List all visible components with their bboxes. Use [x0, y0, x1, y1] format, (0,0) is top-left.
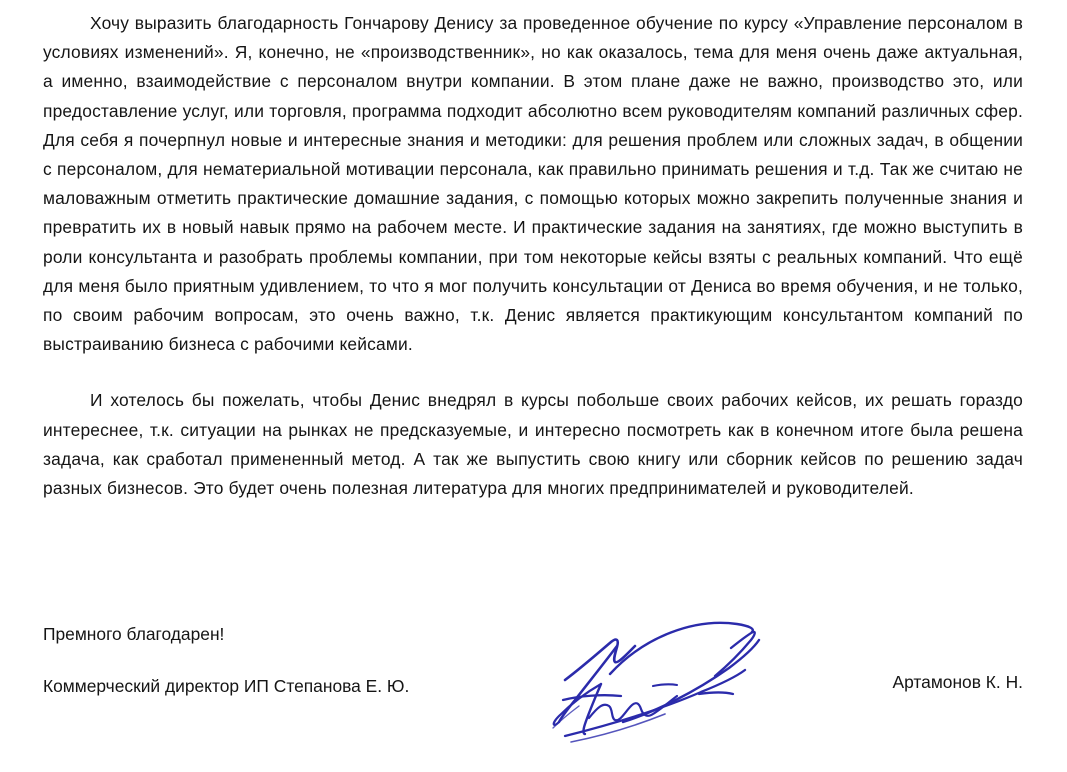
- closing-thanks: Премного благодарен!: [43, 624, 225, 644]
- signer-name: Артамонов К. Н.: [892, 672, 1023, 692]
- paragraph-wishes: И хотелось бы пожелать, чтобы Денис внедрял в курсы побольше своих рабочих кейсов, их решать гораздо интереснее, т.к. ситуации на рынках не предсказуемые, и интересно посмотреть как в конечном итоге была решена задача, как сработал примененный метод. А так же выпустить свою книгу или сборник кейсов по решению задач разных бизнесов. Это будет очень полезная литература для многих предпринимателей и руководителей.: [43, 390, 1023, 499]
- closing-block: [43, 620, 463, 701]
- paragraph-gratitude: Хочу выразить благодарность Гончарову Денису за проведенное обучение по курсу «Управление персоналом в условиях изменений». Я, конечно, не «производственник», но как оказалось, тема для меня очень даже актуальная, а именно, взаимодействие с персоналом внутри компании. В этом плане даже не важно, производство это, или предоставление услуг, или торговля, программа подходит абсолютно всем руководителям компаний различных сфер. Для себя я почерпнул новые и интересные знания и методики: для решения проблем или сложных задач, в общении с персоналом, для нематериальной мотивации персонала, как правильно принимать решения и т.д. Так же считаю не маловажным отметить практические домашние задания, с помощью которых можно закрепить полученные знания и превратить их в новый навык прямо на рабочем месте. И практические задания на занятиях, где можно выступить в роли консультанта и разобрать проблемы компании, при том некоторые кейсы взяты с реальных компаний. Что ещё для меня было приятным удивлением, то что я мог получить консультации от Дениса во время обучения, и не только, по своим рабочим вопросам, это очень важно, т.к. Денис является практикующим консультантом компаний по выстраиванию бизнеса с рабочими кейсами.: [43, 13, 1023, 355]
- handwritten-signature: [505, 596, 855, 746]
- closing-position: Коммерческий директор ИП Степанова Е. Ю.: [43, 676, 410, 696]
- letter-body: [43, 9, 1023, 503]
